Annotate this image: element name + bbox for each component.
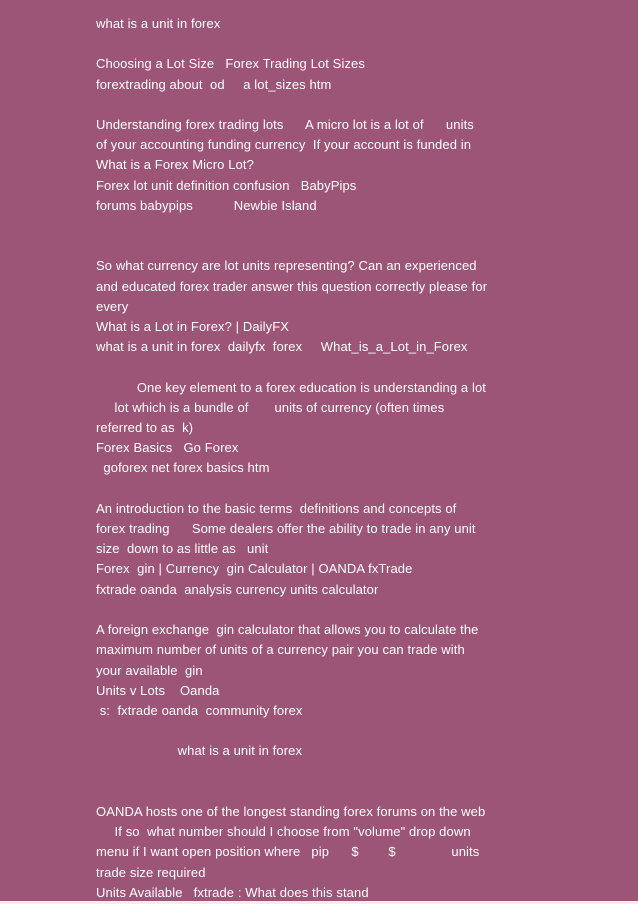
text-line: Forex gin | Currency gin Calculator | OANDA fxTrade bbox=[96, 561, 413, 577]
blank-line bbox=[96, 34, 536, 54]
blank-line bbox=[96, 762, 536, 782]
text-line: What is a Lot in Forex? | DailyFX bbox=[96, 319, 290, 335]
text-line: maximum number of units of a currency pair you can trade with bbox=[96, 642, 465, 658]
text-line: A foreign exchange gin calculator that allows you to calculate the bbox=[96, 622, 479, 638]
document-body bbox=[96, 14, 536, 903]
text-line: Choosing a Lot Size Forex Trading Lot Sizes bbox=[96, 56, 365, 72]
blank-line bbox=[96, 236, 536, 256]
blank-line bbox=[96, 95, 536, 115]
blank-line bbox=[96, 600, 536, 620]
text-line: So what currency are lot units representing? Can an experienced bbox=[96, 258, 477, 274]
text-line: of your accounting funding currency If your account is funded in bbox=[96, 137, 472, 153]
text-line: what is a unit in forex bbox=[96, 16, 221, 31]
text-line: Understanding forex trading lots A micro lot is a lot of units bbox=[96, 117, 474, 133]
text-line: lot which is a bundle of units of currency (often times bbox=[96, 399, 445, 415]
text-line: Units v Lots Oanda bbox=[96, 682, 220, 698]
blank-line bbox=[96, 479, 536, 499]
text-line: forextrading about od a lot_sizes htm bbox=[96, 76, 332, 92]
text-line: What is a Forex Micro Lot? bbox=[96, 157, 254, 173]
text-line: what is a unit in forex bbox=[96, 743, 303, 759]
text-line: Units Available fxtrade : What does this stand bbox=[96, 884, 369, 900]
text-line: Forex Basics Go Forex bbox=[96, 440, 239, 456]
text-line: An introduction to the basic terms definitions and concepts of bbox=[96, 500, 457, 516]
text-line: One key element to a forex education is understanding a lot bbox=[96, 379, 486, 395]
text-line: menu if I want open position where pip $ $ units bbox=[96, 844, 480, 860]
text-line: trade size required bbox=[96, 864, 206, 880]
text-line: every bbox=[96, 298, 129, 314]
blank-line bbox=[96, 216, 536, 236]
text-line: s: fxtrade oanda community forex bbox=[96, 702, 303, 718]
blank-line bbox=[96, 721, 536, 741]
text-line: OANDA hosts one of the longest standing forex forums on the web bbox=[96, 803, 486, 819]
text-line: your available gin bbox=[96, 662, 203, 678]
text-line: size down to as little as unit bbox=[96, 541, 269, 557]
text-line: what is a unit in forex dailyfx forex What_is_a_Lot_in_Forex bbox=[96, 339, 468, 355]
text-line: If so what number should I choose from "volume" drop down bbox=[96, 824, 471, 840]
text-line: and educated forex trader answer this question correctly please for bbox=[96, 278, 488, 294]
blank-line bbox=[96, 782, 536, 802]
text-line: fxtrade oanda analysis currency units calculator bbox=[96, 581, 379, 597]
text-line: forex trading Some dealers offer the ability to trade in any unit bbox=[96, 521, 476, 537]
text-line: forums babypips Newbie Island bbox=[96, 197, 317, 213]
text-line: goforex net forex basics htm bbox=[96, 460, 270, 476]
blank-line bbox=[96, 357, 536, 377]
text-line: Forex lot unit definition confusion BabyPips bbox=[96, 177, 357, 193]
text-line: referred to as k) bbox=[96, 420, 194, 436]
